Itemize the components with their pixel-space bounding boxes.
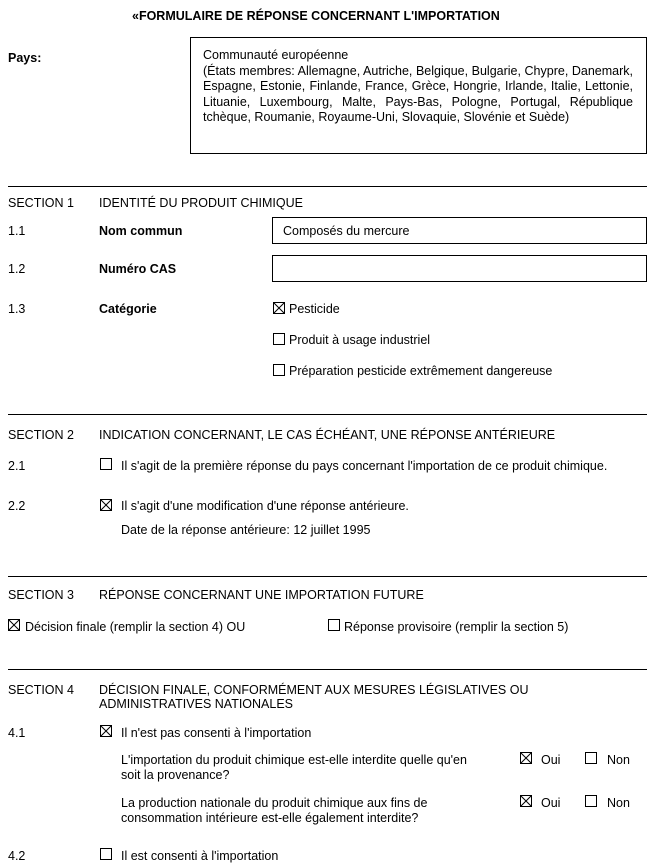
pays-text xyxy=(203,48,633,126)
row-2-1-num: 2.1 xyxy=(8,459,26,473)
section4-heading-line1: DÉCISION FINALE, CONFORMÉMENT AUX MESURES LÉGISLATIVES OU xyxy=(99,683,529,697)
numero-cas-field[interactable] xyxy=(272,255,647,282)
question1-non-checkbox[interactable] xyxy=(585,752,597,764)
question2-oui-label: Oui xyxy=(541,796,561,810)
modification-text: Il s'agit d'une modification d'une réponse antérieure. xyxy=(121,499,409,513)
section4-heading-line2: ADMINISTRATIVES NATIONALES xyxy=(99,697,294,711)
pays-label: Pays: xyxy=(8,51,42,65)
question2-oui-checkbox[interactable] xyxy=(520,795,532,807)
section2-label: SECTION 2 xyxy=(8,428,74,442)
reponse-provisoire-checkbox[interactable] xyxy=(328,619,340,631)
produit-industriel-checkbox[interactable] xyxy=(273,333,285,345)
decision-finale-label: Décision finale (remplir la section 4) OU xyxy=(25,620,246,634)
nom-commun-label: Nom commun xyxy=(99,224,183,238)
date-reponse-anterieure: Date de la réponse antérieure: 12 juillet 1995 xyxy=(121,523,371,537)
pesticide-label: Pesticide xyxy=(289,302,340,316)
premiere-reponse-text: Il s'agit de la première réponse du pays concernant l'importation de ce produit chimique. xyxy=(121,459,608,473)
decision-finale-checkbox[interactable] xyxy=(8,619,20,631)
check-x-icon xyxy=(9,620,19,630)
row-4-1-num: 4.1 xyxy=(8,726,26,740)
consenti-text: Il est consenti à l'importation xyxy=(121,849,279,863)
check-x-icon xyxy=(521,796,531,806)
row-1-3-num: 1.3 xyxy=(8,302,26,316)
check-x-icon xyxy=(101,500,111,510)
row-2-2-num: 2.2 xyxy=(8,499,26,513)
section2-divider xyxy=(8,414,647,415)
section3-label: SECTION 3 xyxy=(8,588,74,602)
pays-line1: Communauté européenne xyxy=(203,48,349,62)
row-1-1-num: 1.1 xyxy=(8,224,26,238)
pays-line2: (États membres: Allemagne, Autriche, Belgique, Bulgarie, Chypre, Danemark, Espagne, Estonie, Finlande, France, Grèce, Hongrie, Irlande, Italie, Lettonie, Lituanie, Luxembourg, Malte, Pays-Bas, Pologne, Portugal, République tchèque, Roumanie, Royaume-Uni, Slovaquie, Slovénie et Suède) xyxy=(203,63,633,124)
modification-checkbox[interactable] xyxy=(100,499,112,511)
numero-cas-label: Numéro CAS xyxy=(99,262,177,276)
nom-commun-value: Composés du mercure xyxy=(283,224,410,238)
section4-label: SECTION 4 xyxy=(8,683,74,697)
row-4-2-num: 4.2 xyxy=(8,849,26,863)
preparation-pesticide-label: Préparation pesticide extrêmement dangereuse xyxy=(289,364,553,378)
pas-consenti-text: Il n'est pas consenti à l'importation xyxy=(121,726,312,740)
produit-industriel-label: Produit à usage industriel xyxy=(289,333,431,347)
consenti-checkbox[interactable] xyxy=(100,848,112,860)
question2-line2: consommation intérieure est-elle également interdite? xyxy=(121,811,419,825)
check-x-icon xyxy=(274,303,284,313)
preparation-pesticide-checkbox[interactable] xyxy=(273,364,285,376)
form-title: «FORMULAIRE DE RÉPONSE CONCERNANT L'IMPORTATION xyxy=(132,9,500,23)
section1-heading: IDENTITÉ DU PRODUIT CHIMIQUE xyxy=(99,196,303,210)
question1-line1: L'importation du produit chimique est-elle interdite quelle qu'en xyxy=(121,753,467,767)
check-x-icon xyxy=(101,726,111,736)
pesticide-checkbox[interactable] xyxy=(273,302,285,314)
premiere-reponse-checkbox[interactable] xyxy=(100,458,112,470)
section4-divider xyxy=(8,669,647,670)
question2-line1: La production nationale du produit chimique aux fins de xyxy=(121,796,428,810)
pas-consenti-checkbox[interactable] xyxy=(100,725,112,737)
row-1-2-num: 1.2 xyxy=(8,262,26,276)
question1-line2: soit la provenance? xyxy=(121,768,230,782)
question2-non-checkbox[interactable] xyxy=(585,795,597,807)
section1-label: SECTION 1 xyxy=(8,196,74,210)
section3-heading: RÉPONSE CONCERNANT UNE IMPORTATION FUTURE xyxy=(99,588,424,602)
section1-divider xyxy=(8,186,647,187)
question2-non-label: Non xyxy=(607,796,630,810)
categorie-label: Catégorie xyxy=(99,302,157,316)
question1-non-label: Non xyxy=(607,753,630,767)
question1-oui-label: Oui xyxy=(541,753,561,767)
question1-oui-checkbox[interactable] xyxy=(520,752,532,764)
reponse-provisoire-label: Réponse provisoire (remplir la section 5) xyxy=(344,620,569,634)
check-x-icon xyxy=(521,753,531,763)
section3-divider xyxy=(8,576,647,577)
section2-heading: INDICATION CONCERNANT, LE CAS ÉCHÉANT, UNE RÉPONSE ANTÉRIEURE xyxy=(99,428,556,442)
